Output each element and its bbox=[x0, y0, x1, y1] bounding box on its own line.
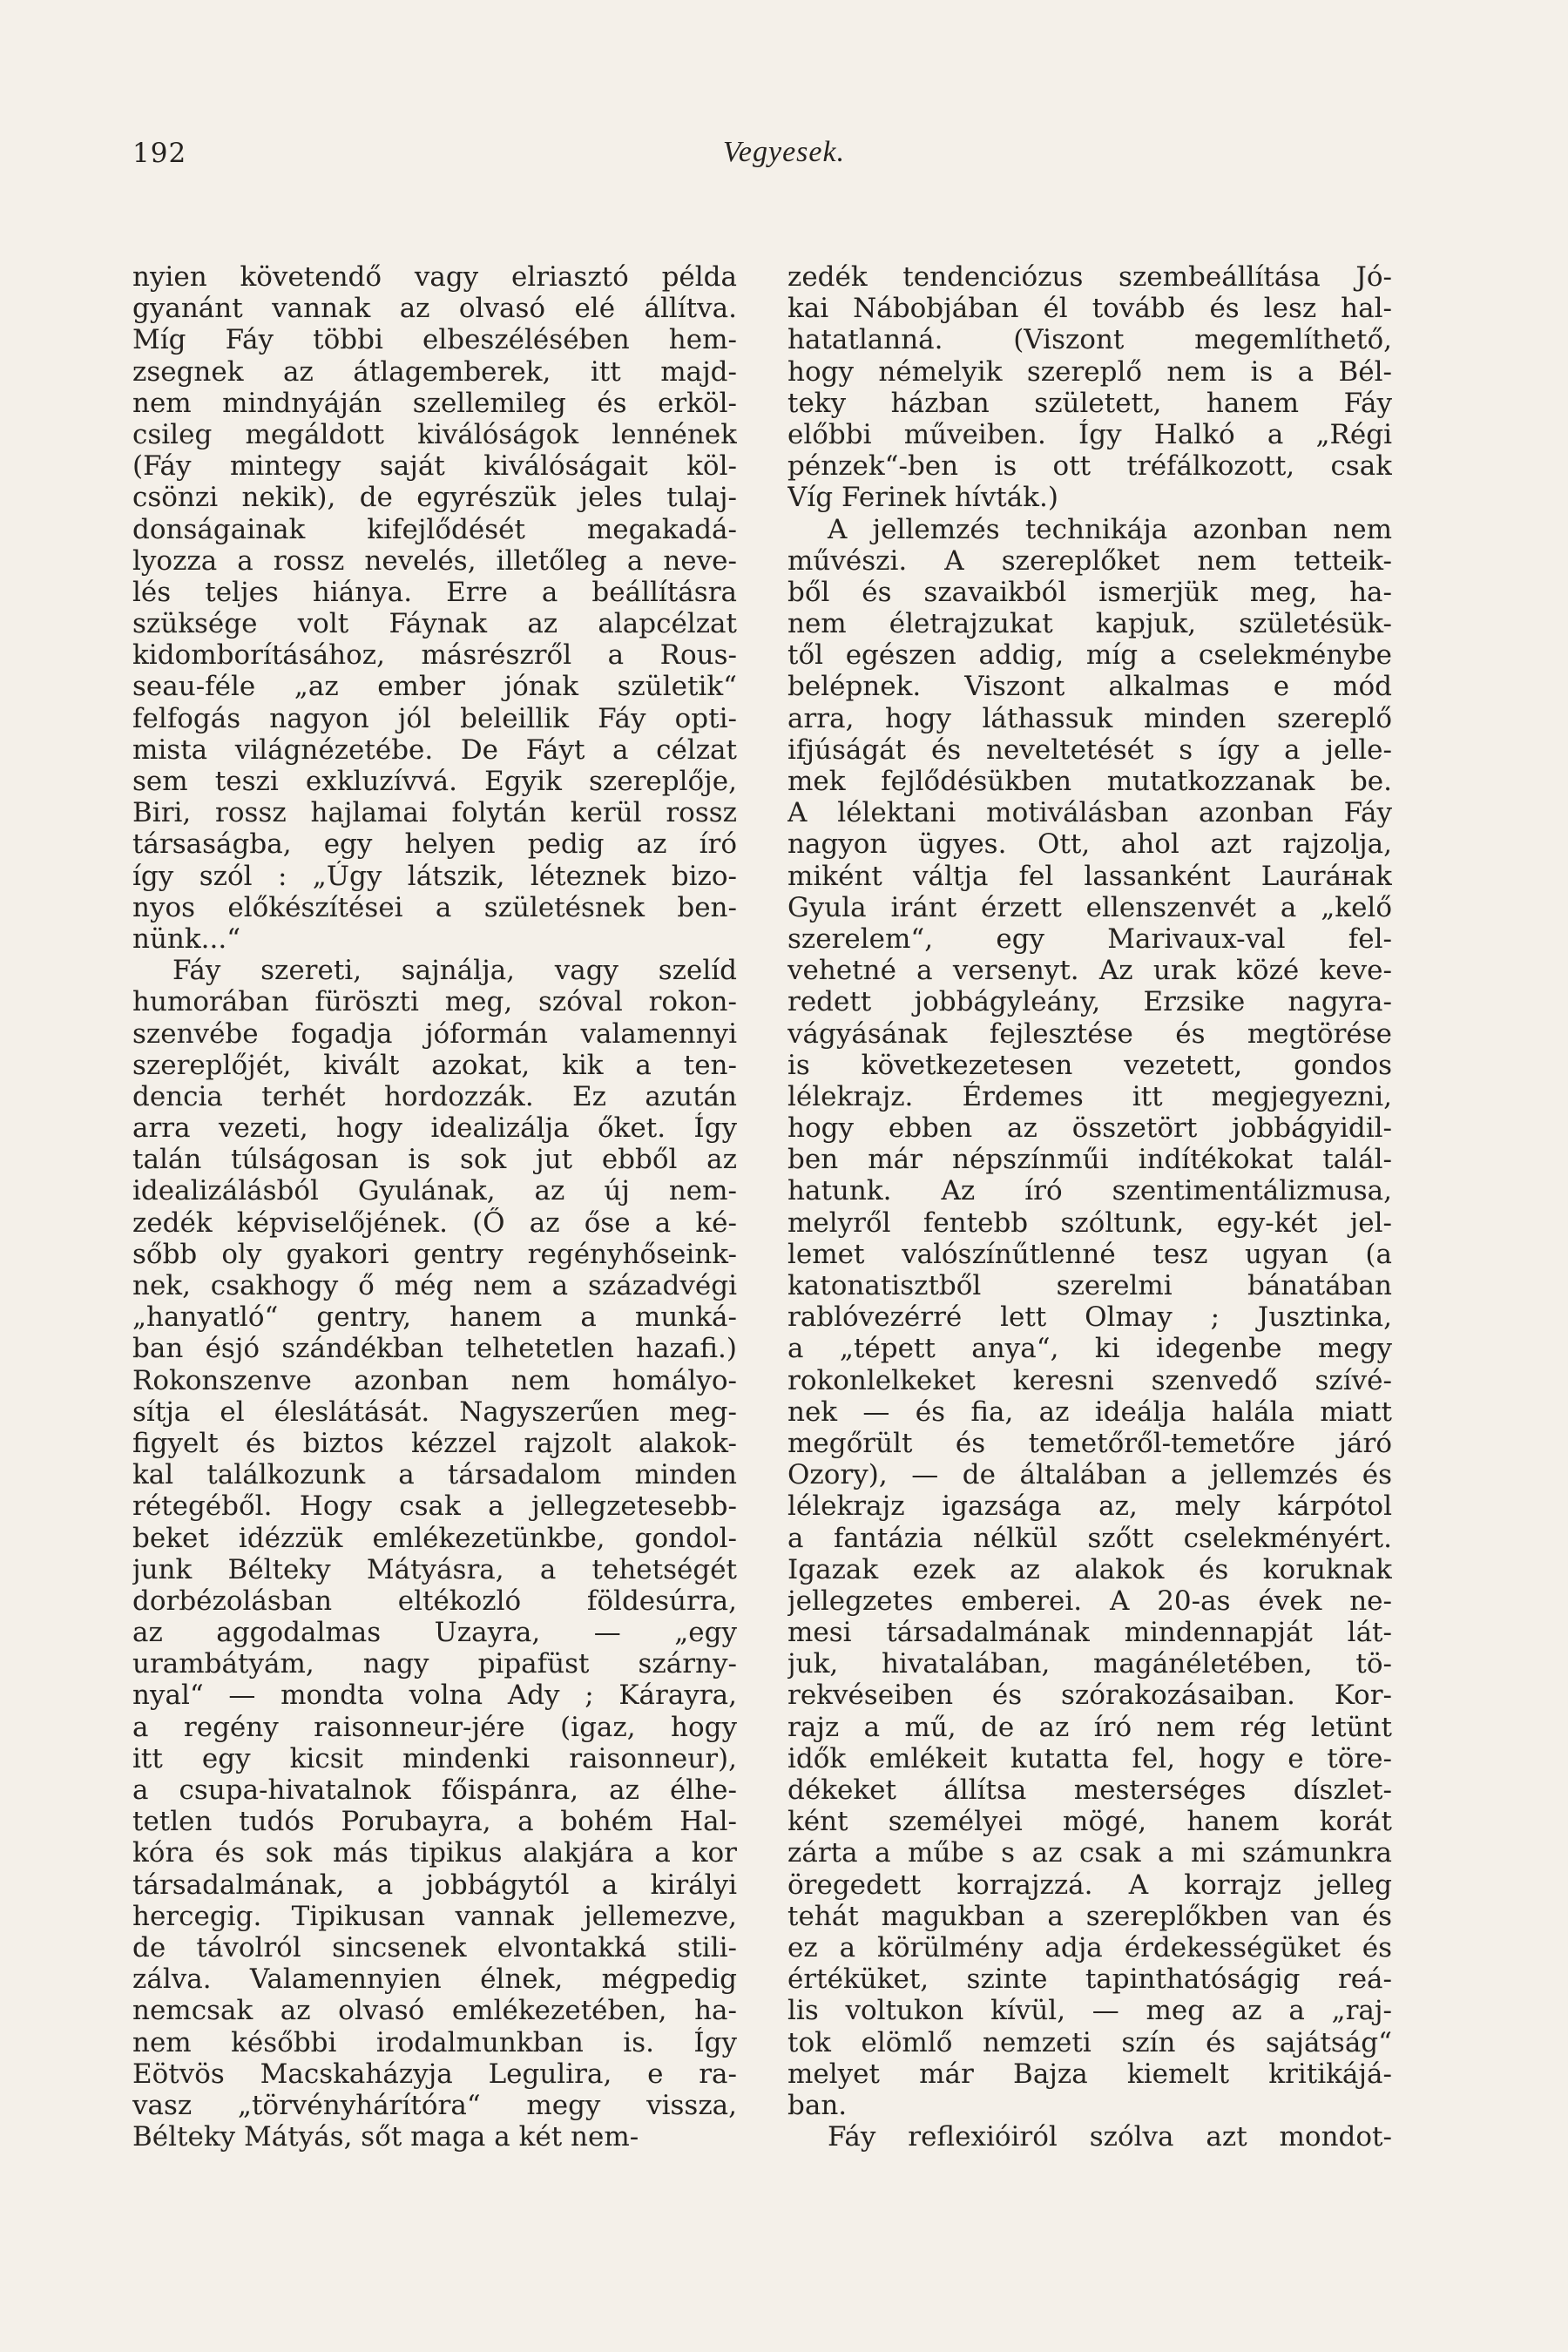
page-number: 192 bbox=[132, 138, 187, 169]
text-line: Bélteky Mátyás, sőt maga a két nem- bbox=[132, 2121, 639, 2153]
text-line: a csupa-hivatalnok főispánra, az élhe- bbox=[132, 1774, 737, 1806]
text-line: lélekrajz. Érdemes itt megjegyezni, bbox=[787, 1080, 1392, 1112]
text-line: tok elömlő nemzeti szín és sajátság“ bbox=[787, 2026, 1392, 2058]
text-line: ből és szavaikból ismerjük meg, ha- bbox=[787, 576, 1392, 608]
text-line: művészi. A szereplőket nem tetteik- bbox=[787, 544, 1392, 577]
text-line: katonatisztből szerelmi bánatában bbox=[787, 1270, 1392, 1301]
text-line: vágyásának fejlesztése és megtörése bbox=[787, 1017, 1392, 1050]
text-line: szerelem“, egy Marivaux-val fel- bbox=[787, 923, 1392, 955]
text-line: Víg Ferinek hívták.) bbox=[787, 482, 1058, 514]
text-line: zsegnek az átlagemberek, itt majd- bbox=[132, 355, 737, 388]
text-line: szüksége volt Fáynak az alapcélzat bbox=[132, 608, 737, 640]
text-line: redett jobbágyleány, Erzsike nagyra- bbox=[787, 986, 1392, 1018]
text-line: a „tépett anya“, ki idegenbe megy bbox=[787, 1333, 1392, 1365]
text-line: kai Nábobjában él tovább és lesz hal- bbox=[787, 293, 1392, 325]
text-line: hatunk. Az író szentimentálizmusa, bbox=[787, 1175, 1392, 1207]
text-line: mista világnézetébe. De Fáyt a célzat bbox=[132, 733, 737, 766]
text-line: arra vezeti, hogy idealizálja őket. Így bbox=[132, 1112, 737, 1145]
text-line: A lélektani motiválásban azonban Fáy bbox=[787, 797, 1392, 829]
text-line: rekvéseiben és szórakozásaiban. Kor- bbox=[787, 1680, 1392, 1712]
text-line: „hanyatló“ gentry, hanem a munká- bbox=[132, 1301, 737, 1334]
text-line: csönzi nekik), de egyrészük jeles tulaj- bbox=[132, 482, 737, 514]
text-line: zárta a műbe s az csak a mi számunkra bbox=[787, 1837, 1392, 1869]
text-line: Igazak ezek az alakok és koruknak bbox=[787, 1553, 1392, 1585]
text-line: nyien követendő vagy elriasztó példa bbox=[132, 261, 737, 293]
text-line: nyal“ — mondta volna Ady ; Kárayra, bbox=[132, 1680, 737, 1712]
running-title: Vegyesek. bbox=[722, 136, 846, 168]
text-line: ként személyei mögé, hanem korát bbox=[787, 1806, 1392, 1838]
text-line: kidomborításához, másrészről a Rous- bbox=[132, 639, 737, 672]
text-line: sem teszi exkluzívvá. Egyik szereplője, bbox=[132, 766, 737, 797]
text-line: szenvébe fogadja jóformán valamennyi bbox=[132, 1017, 737, 1050]
text-line: melyet már Bajza kiemelt kritikájá- bbox=[787, 2058, 1392, 2090]
text-line: szereplőjét, kivált azokat, kik a ten- bbox=[132, 1049, 737, 1081]
text-line: A jellemzés technikája azonban nem bbox=[828, 513, 1392, 545]
text-line: belépnek. Viszont alkalmas e mód bbox=[787, 671, 1392, 703]
text-line: (Fáy mintegy saját kiválóságait köl- bbox=[132, 450, 737, 483]
text-line: mesi társadalmának mindennapját lát- bbox=[787, 1617, 1392, 1649]
text-line: hogy ebben az összetört jobbágyidil- bbox=[787, 1112, 1392, 1145]
text-line: hercegig. Tipikusan vannak jellemezve, bbox=[132, 1900, 737, 1932]
text-line: rajz a mű, de az író nem rég letünt bbox=[787, 1711, 1392, 1743]
text-line: ben már népszínműi indítékokat talál- bbox=[787, 1144, 1392, 1176]
text-line: Biri, rossz hajlamai folytán kerül rossz bbox=[132, 797, 737, 829]
text-line: teky házban született, hanem Fáy bbox=[787, 387, 1392, 419]
text-line: juk, hivatalában, magánéletében, tö- bbox=[787, 1648, 1392, 1680]
text-line: nem későbbi irodalmunkban is. Így bbox=[132, 2026, 737, 2058]
text-line: urambátyám, nagy pipafüst szárny- bbox=[132, 1648, 737, 1680]
text-line: csileg megáldott kiválóságok lennének bbox=[132, 418, 737, 450]
text-line: humorában füröszti meg, szóval rokon- bbox=[132, 986, 737, 1018]
text-line: nemcsak az olvasó emlékezetében, ha- bbox=[132, 1995, 737, 2027]
text-line: Fáy reflexióiról szólva azt mondot- bbox=[828, 2121, 1392, 2153]
text-line: kóra és sok más tipikus alakjára a kor bbox=[132, 1837, 737, 1869]
text-line: gyanánt vannak az olvasó elé állítva. bbox=[132, 293, 737, 325]
text-line: tehát magukban a szereplőkben van és bbox=[787, 1900, 1392, 1932]
text-line: nyos előkészítései a születésnek ben- bbox=[132, 891, 737, 923]
text-line: Eötvös Macskaházyja Legulira, e ra- bbox=[132, 2058, 737, 2090]
text-line: felfogás nagyon jól beleillik Fáy opti- bbox=[132, 702, 737, 734]
text-line: de távolról sincsenek elvontakká stili- bbox=[132, 1931, 737, 1963]
text-line: lis voltukon kívül, — meg az a „raj- bbox=[787, 1995, 1392, 2027]
text-line: Gyula iránt érzett ellenszenvét a „kelő bbox=[787, 891, 1392, 923]
text-line: rablóvezérré lett Olmay ; Jusztinka, bbox=[787, 1301, 1392, 1334]
text-line: lyozza a rossz nevelés, illetőleg a neve- bbox=[132, 544, 737, 577]
text-line: ban. bbox=[787, 2089, 848, 2121]
text-line: nek, csakhogy ő még nem a századvégi bbox=[132, 1270, 737, 1301]
text-line: arra, hogy láthassuk minden szereplő bbox=[787, 702, 1392, 734]
text-line: hogy némelyik szereplő nem is a Bél- bbox=[787, 355, 1392, 388]
right-text-column bbox=[787, 261, 1392, 2153]
text-line: nem életrajzukat kapjuk, születésük- bbox=[787, 608, 1392, 640]
text-line: idők emlékeit kutatta fel, hogy e töre- bbox=[787, 1742, 1392, 1774]
text-line: dékeket állítsa mesterséges díszlet- bbox=[787, 1774, 1392, 1806]
text-line: talán túlságosan is sok jut ebből az bbox=[132, 1144, 737, 1176]
text-line: a regény raisonneur-jére (igaz, hogy bbox=[132, 1711, 737, 1743]
text-line: itt egy kicsit mindenki raisonneur), bbox=[132, 1742, 737, 1774]
text-line: tetlen tudós Porubayra, a bohém Hal- bbox=[132, 1806, 737, 1838]
text-line: nek — és fia, az ideálja halála miatt bbox=[787, 1396, 1392, 1428]
text-line: beket idézzük emlékezetünkbe, gondol- bbox=[132, 1522, 737, 1554]
text-line: Míg Fáy többi elbeszélésében hem- bbox=[132, 324, 737, 356]
text-line: dorbézolásban eltékozló földesúrra, bbox=[132, 1585, 737, 1617]
text-line: előbbi műveiben. Így Halkó a „Régi bbox=[787, 418, 1392, 450]
text-line: mek fejlődésükben mutatkozzanak be. bbox=[787, 766, 1392, 797]
text-line: pénzek“-ben is ott tréfálkozott, csak bbox=[787, 450, 1392, 483]
text-line: lemet valószínűtlenné tesz ugyan (a bbox=[787, 1238, 1392, 1270]
text-line: lés teljes hiánya. Erre a beállításra bbox=[132, 576, 737, 608]
text-line: társaságba, egy helyen pedig az író bbox=[132, 828, 737, 861]
text-line: társadalmának, a jobbágytól a királyi bbox=[132, 1869, 737, 1901]
text-line: hatatlanná. (Viszont megemlíthető, bbox=[787, 324, 1392, 356]
text-line: től egészen addig, míg a cselekménybe bbox=[787, 639, 1392, 672]
text-line: a fantázia nélkül szőtt cselekményért. bbox=[787, 1522, 1392, 1554]
text-line: jellegzetes emberei. A 20-as évek ne- bbox=[787, 1585, 1392, 1617]
text-line: vehetné a versenyt. Az urak közé keve- bbox=[787, 955, 1392, 987]
text-line: junk Bélteky Mátyásra, a tehetségét bbox=[132, 1553, 737, 1585]
text-line: miként váltja fel lassanként Lauráнak bbox=[787, 860, 1392, 892]
text-line: ez a körülmény adja érdekességüket és bbox=[787, 1931, 1392, 1963]
text-line: zálva. Valamennyien élnek, mégpedig bbox=[132, 1963, 737, 1996]
text-line: melyről fentebb szóltunk, egy-két jel- bbox=[787, 1206, 1392, 1239]
text-line: is következetesen vezetett, gondos bbox=[787, 1049, 1392, 1081]
text-line: idealizálásból Gyulának, az új nem- bbox=[132, 1175, 737, 1207]
text-line: kal találkozunk a társadalom minden bbox=[132, 1459, 737, 1491]
text-line: sőbb oly gyakori gentry regényhőseink- bbox=[132, 1238, 737, 1270]
text-line: nünk...“ bbox=[132, 923, 241, 955]
text-line: rokonlelkeket keresni szenvedő szívé- bbox=[787, 1364, 1392, 1396]
text-line: nagyon ügyes. Ott, ahol azt rajzolja, bbox=[787, 828, 1392, 861]
text-line: Rokonszenve azonban nem homályo- bbox=[132, 1364, 737, 1396]
text-line: zedék képviselőjének. (Ő az őse a ké- bbox=[132, 1206, 737, 1239]
left-text-column bbox=[132, 261, 737, 2153]
text-line: nem mindnyáján szellemileg és erköl- bbox=[132, 387, 737, 419]
text-line: lélekrajz igazsága az, mely kárpótol bbox=[787, 1490, 1392, 1523]
text-line: Fáy szereti, sajnálja, vagy szelíd bbox=[172, 955, 737, 987]
text-line: sítja el éleslátását. Nagyszerűen meg- bbox=[132, 1396, 737, 1428]
text-line: seau-féle „az ember jónak születik“ bbox=[132, 671, 737, 703]
text-line: így szól : „Úgy látszik, léteznek bizo- bbox=[132, 860, 737, 892]
text-line: dencia terhét hordozzák. Ez azután bbox=[132, 1080, 737, 1112]
text-line: zedék tendenciózus szembeállítása Jó- bbox=[787, 261, 1392, 293]
text-line: megőrült és temetőről-temetőre járó bbox=[787, 1427, 1392, 1459]
text-line: vasz „törvényhárítóra“ megy vissza, bbox=[132, 2089, 737, 2121]
text-line: értéküket, szinte tapinthatóságig reá- bbox=[787, 1963, 1392, 1996]
text-line: Ozory), — de általában a jellemzés és bbox=[787, 1459, 1392, 1491]
text-line: öregedett korrajzzá. A korrajz jelleg bbox=[787, 1869, 1392, 1901]
text-line: figyelt és biztos kézzel rajzolt alakok- bbox=[132, 1427, 737, 1459]
text-line: ifjúságát és neveltetését s így a jelle- bbox=[787, 733, 1392, 766]
text-line: rétegéből. Hogy csak a jellegzetesebb- bbox=[132, 1490, 737, 1523]
text-line: donságainak kifejlődését megakadá- bbox=[132, 513, 737, 545]
text-line: ban ésjó szándékban telhetetlen hazafi.) bbox=[132, 1333, 737, 1365]
text-line: az aggodalmas Uzayra, — „egy bbox=[132, 1617, 737, 1649]
